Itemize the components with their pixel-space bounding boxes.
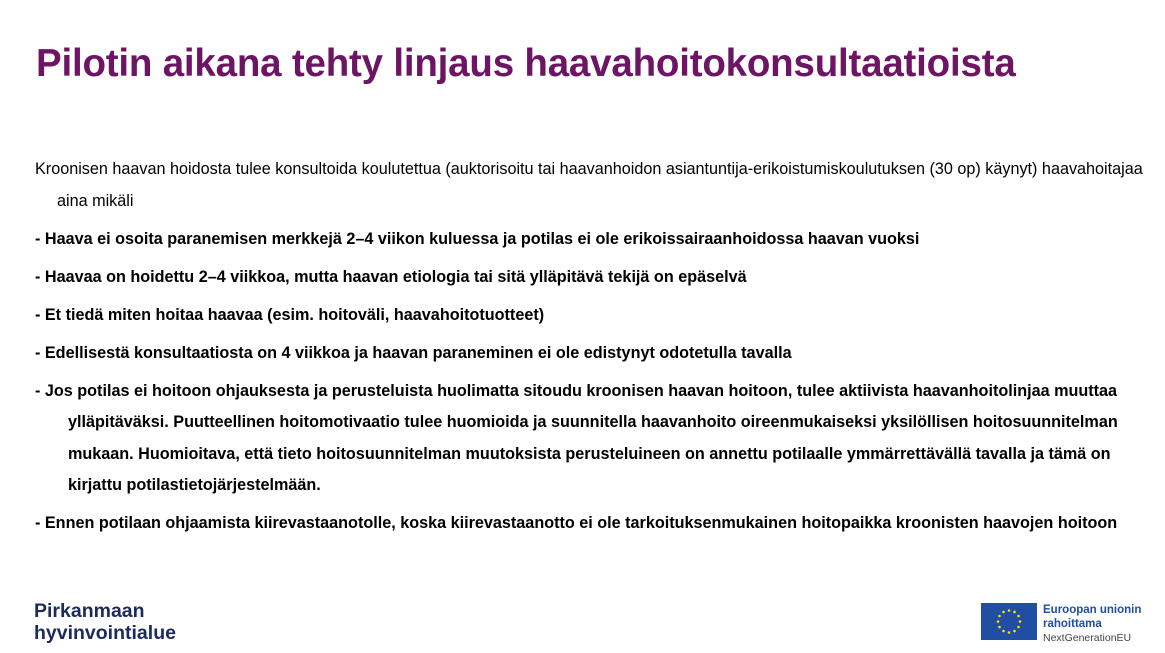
bullet-item: - Jos potilas ei hoitoon ohjauksesta ja perusteluista huolimatta sitoudu kroonisen haavan hoitoon, tulee aktiivista haavanhoitolinjaa muuttaa ylläpitäväksi. Puutteellinen hoitomotivaatio tulee huomioida ja suunnitella haavanhoito oireenmukaiseksi yksilöllisen hoitosuunnitelman mukaan. Huomioitava, että tieto hoitosuunnitelman muutoksista perusteluineen on annettu potilaalle ymmärrettävällä tavalla ja tämä on kirjattu potilastietojärjestelmään. xyxy=(35,381,1118,494)
eu-star-icon xyxy=(1002,611,1005,614)
intro-paragraph: Kroonisen haavan hoidosta tulee konsultoida koulutettua (auktorisoitu tai haavanhoidon asiantuntija-erikoistumiskoulutuksen (30 op) käynyt) haavahoitajaa aina mikäli xyxy=(35,160,1143,210)
eu-star-icon xyxy=(1013,611,1016,614)
eu-star-icon xyxy=(1013,630,1016,633)
slide-body xyxy=(35,154,1145,546)
eu-star-icon xyxy=(1017,626,1020,629)
logo-line: hyvinvointialue xyxy=(34,622,176,644)
bullet-item: - Haavaa on hoidettu 2–4 viikkoa, mutta haavan etiologia tai sitä ylläpitävä tekijä on epäselvä xyxy=(35,267,747,286)
eu-star-icon xyxy=(1008,609,1011,612)
pirkanmaa-logo xyxy=(34,600,176,644)
slide-title: Pilotin aikana tehty linjaus haavahoitokonsultaatioista xyxy=(36,42,1016,85)
eu-flag-icon xyxy=(981,603,1037,640)
eu-star-icon xyxy=(997,620,1000,623)
eu-text-line: Euroopan unionin xyxy=(1043,604,1142,616)
eu-star-icon xyxy=(998,615,1001,618)
bullet-item: - Edellisestä konsultaatiosta on 4 viikkoa ja haavan paraneminen ei ole edistynyt odotetulla tavalla xyxy=(35,343,792,362)
eu-star-icon xyxy=(1008,631,1011,634)
eu-star-icon xyxy=(1002,630,1005,633)
eu-text-line: rahoittama xyxy=(1043,618,1102,630)
eu-star-icon xyxy=(998,626,1001,629)
logo-line: Pirkanmaan xyxy=(34,600,145,622)
eu-funding-logo xyxy=(981,603,1141,645)
bullet-item: - Ennen potilaan ohjaamista kiirevastaanotolle, koska kiirevastaanotto ei ole tarkoituksenmukainen hoitopaikka kroonisten haavojen hoitoon xyxy=(35,514,1118,532)
bullet-item: - Et tiedä miten hoitaa haavaa (esim. hoitoväli, haavahoitotuotteet) xyxy=(35,305,545,324)
eu-text-line: NextGenerationEU xyxy=(1043,632,1132,644)
eu-star-icon xyxy=(1019,620,1022,623)
bullet-item: - Haava ei osoita paranemisen merkkejä 2–4 viikon kuluessa ja potilas ei ole erikoissairaanhoidossa haavan vuoksi xyxy=(35,229,920,248)
eu-star-icon xyxy=(1017,615,1020,618)
